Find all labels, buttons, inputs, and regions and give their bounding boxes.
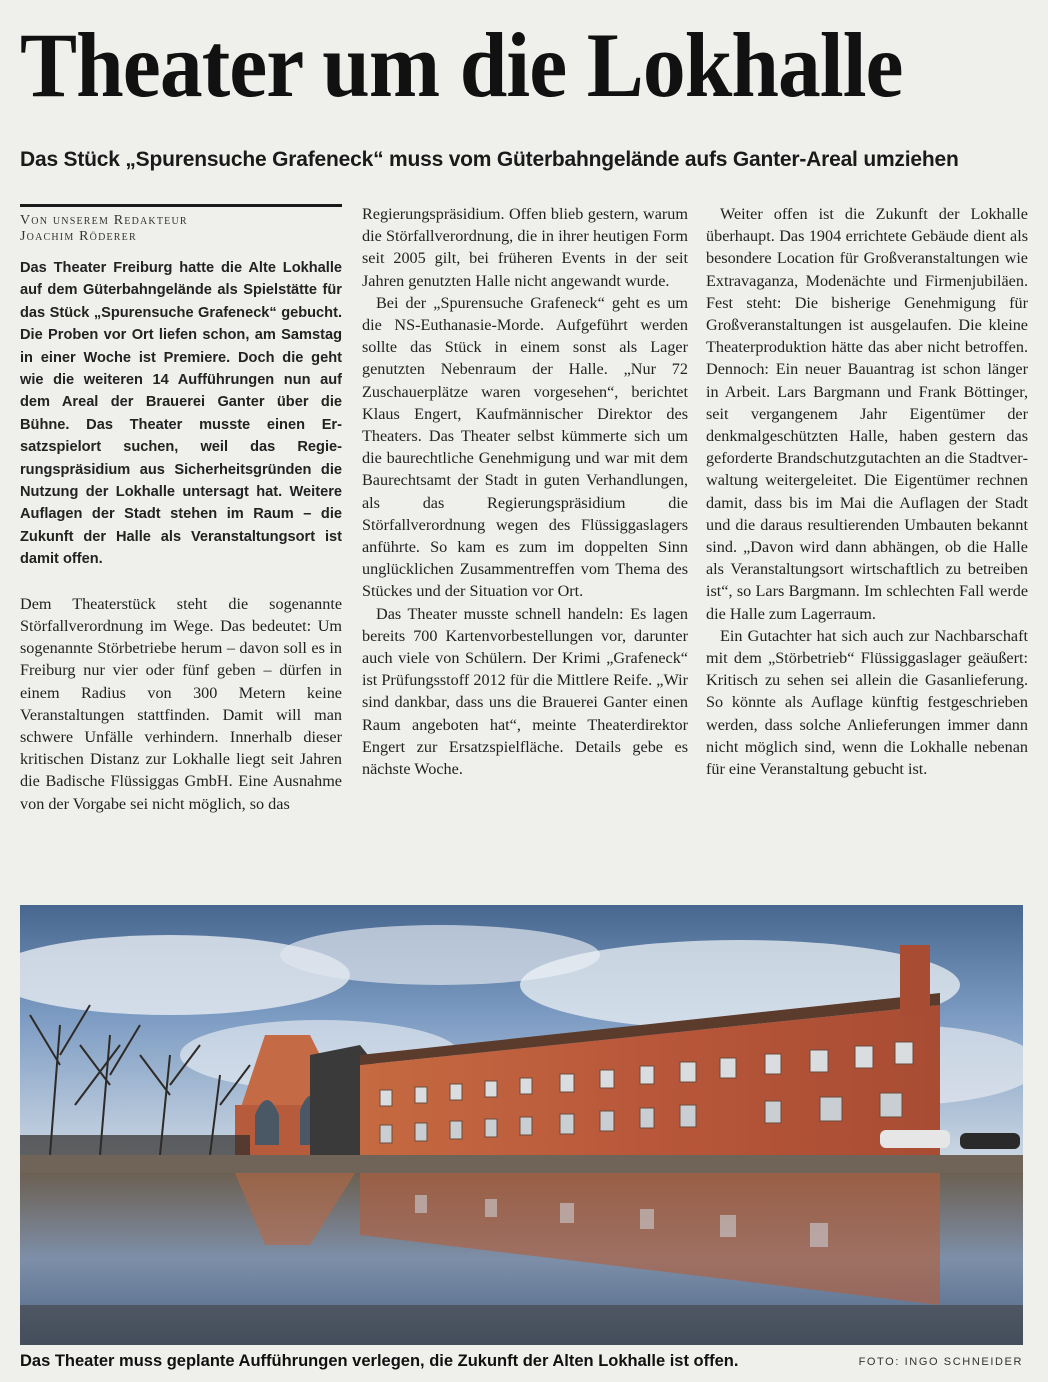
body-paragraph-1b: Regierungspräsidium. Offen blieb gestern, warum die Störfallverordnung, die in ihrer heutigen Form seit 2005 gilt, bei früheren Events in der seit Jahren genutzten Halle nicht angewandt wurde.: [362, 205, 688, 290]
byline-role: Von unserem Redakteur: [20, 213, 188, 228]
body-paragraph-2: Bei der „Spurensuche Grafeneck“ geht es um die NS-Euthanasie-Morde. Aufgeführt werden sollte das Stück in einem sonst als Lager genutzten Nebenraum der Halle. „Nur 72 Zuschauerplätze waren vorgesehen“, berichtet Klaus Engert, Kaufmännischer Direktor des Theaters. Das Theater selbst kümmerte sich um die baurechtliche Genehmigung und war mit dem Baurechtsamt der Stadt in guten Verhandlungen, als das Regierungspräsidium die Störfallverordnung wegen des Flüssiggaslagers anführte. So kam es zum im doppelten Sinn unglücklichen Zusammentreffen vom Thema des Stückes und der Situation vor Ort.: [362, 293, 688, 601]
body-paragraph-4: Weiter offen ist die Zukunft der Lokhalle überhaupt. Das 1904 errichtete Gebäude dient als besondere Location für Großveranstaltungen wie Extravaganza, Modenächte und Firmenjubiläen. Fest steht: Die bisherige Genehmigung für Großveranstaltungen ist ausgelaufen. Die kleine Theaterproduktion hätte das aber nicht betroffen. Dennoch: Ein neuer Bauantrag ist schon länger in Arbeit. Lars Bargmann und Frank Böttinger, seit vergangenem Jahr Eigentümer der denkmalgeschützten Halle, haben gestern das geforderte Brandschutzgutachten an die Stadtverwaltung weitergeleitet. Die Eigentümer rechnen damit, dass bis im Mai die Auflagen der Stadt und die daraus resultierenden Umbauten bekannt sind. „Davon wird dann abhängen, ob die Halle als Veranstaltungsort wirtschaftlich zu betreiben ist“, so Lars Bargmann. Im schlechten Fall werde die Halle zum Lagerraum.: [706, 205, 1028, 623]
headline: Theater um die Lokhalle: [20, 14, 903, 116]
body-paragraph-3: Das Theater musste schnell handeln: Es lagen bereits 700 Kartenvorbestellungen vor, darunter auch viele von Schülern. Der Krimi „Grafeneck“ ist Prüfungsstoff 2012 für die Mittlere Reife. „Wir sind dankbar, dass uns die Brauerei Ganter einen Raum angeboten hat“, meinte Theaterdirektor Engert zur Ersatzspielfläche. Details gebe es nächste Woche.: [362, 604, 688, 779]
photo-caption-bar: [20, 1350, 1023, 1376]
article-column-2: [362, 203, 688, 780]
subheadline: Das Stück „Spurensuche Grafeneck“ muss vom Güterbahngelände aufs Ganter-Areal umziehen: [20, 148, 959, 171]
byline-author: Joachim Röderer: [20, 229, 137, 244]
body-paragraph-5: Ein Gutachter hat sich auch zur Nachbarschaft mit dem „Störbetrieb“ Flüssiggaslager geäußert: Kritisch zu sehen sei allein die Gasanlieferung. So könnte als Auflage künftig festgeschrieben werden, dass solche Anlieferungen immer dann nicht möglich sind, wenn die Lokhalle nebenan für eine Veranstaltung gebucht ist.: [706, 626, 1028, 779]
photo-caption: Das Theater muss geplante Aufführungen verlegen, die Zukunft der Alten Lokhalle ist offen.: [20, 1352, 739, 1370]
body-paragraph-1a: Dem Theaterstück steht die sogenannte Störfallverordnung im Wege. Das bedeutet: Um sogenannte Störbetriebe herum – davon soll es in Freiburg nur vier oder fünf geben – dürfen in einem Radius von 300 Metern keine Veranstaltungen stattfinden. Damit will man schwere Unfälle verhindern. Innerhalb dieser kritischen Distanz zur Lokhalle liegt seit Jahren die Badische Flüssiggas GmbH. Eine Ausnahme von der Vorgabe sei nicht möglich, so das: [20, 594, 342, 813]
article-column-1: [20, 203, 342, 815]
byline-rule: [20, 204, 342, 207]
photo-credit: FOTO: INGO SCHNEIDER: [858, 1356, 1023, 1368]
article-column-3: [706, 203, 1028, 780]
lead-paragraph: Das Theater Freiburg hatte die Alte Lokhalle auf dem Güterbahngelände als Spielstätte für das Stück „Spurensuche Grafeneck“ gebucht. Die Proben vor Ort liefen schon, am Samstag in einer Woche ist Premiere. Doch die geht wie die weiteren 14 Aufführungen nun auf dem Areal der Brauerei Ganter über die Bühne. Das Theater musste einen Ersatzspielort suchen, weil das Regierungspräsidium aus Sicherheitsgründen die Nutzung der Lokhalle untersagt hat. Weitere Auflagen der Stadt stehen im Raum – die Zukunft der Halle als Veranstaltungsort ist damit offen.: [20, 260, 342, 568]
article-photo: [20, 905, 1023, 1345]
